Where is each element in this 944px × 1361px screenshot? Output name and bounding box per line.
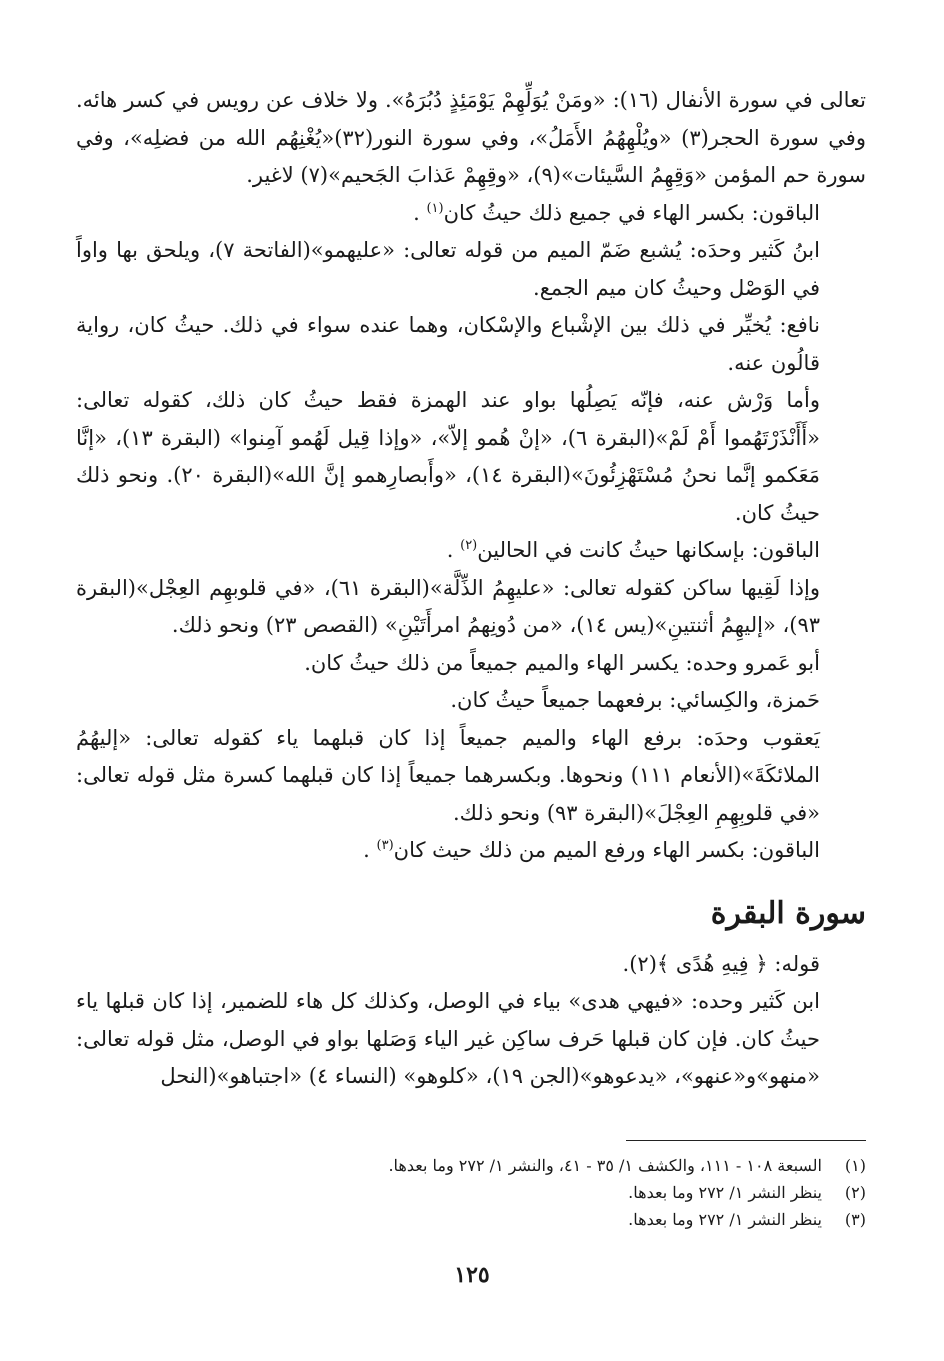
paragraph-1 [76, 82, 866, 195]
paragraph-text: نافع: يُخيِّر في ذلك بين الإشْباع والإسْكان، وهما عنده سواء في ذلك. حيثُ كان، رواية قالُون عنه. [76, 313, 820, 375]
paragraph-text: قوله: ﴿ فِيهِ هُدًى ﴾(٢). [622, 951, 820, 976]
paragraph-text: أبو عَمرو وحده: يكسر الهاء والميم جميعاً من ذلك حيثُ كان. [304, 650, 820, 675]
footnote-2 [76, 1179, 866, 1206]
paragraph-13 [76, 983, 866, 1096]
paragraph-5 [76, 382, 866, 532]
paragraph-text: حَمزة، والكِسائي: برفعهما جميعاً حيثُ كان. [450, 688, 820, 712]
paragraph-2 [76, 195, 866, 233]
paragraph-8 [76, 645, 866, 683]
footnote-1 [76, 1152, 866, 1179]
paragraph-6 [76, 532, 866, 570]
footnote-ref: (٣) [376, 838, 394, 853]
surah-heading: سورة البقرة [710, 895, 866, 931]
paragraph-text: تعالى في سورة الأنفال (١٦): «ومَنْ يُوَلِّهِمْ يَوْمَئِذٍ دُبُرَهُ». ولا خلاف عن رويس في كسر هائه. وفي سورة الحجر(٣) «ويُلْهِهُمُ الأَمَلُ»، وفي سورة النور(٣٢)«يُغْنِهُم الله من فضلِه»، وفي سورة حم المؤمن «وَقِهِمُ السَّيئات»(٩)، «وقِهِمْ عَذابَ الجَحيم»(٧) لاغير. [76, 88, 866, 187]
paragraph-9 [76, 682, 866, 720]
paragraph-11 [76, 832, 866, 870]
paragraph-text: وإذا لَقِيها ساكن كقوله تعالى: «عليهِمُ الذِّلَّة»(البقرة ٦١)، «في قلوبهِم العِجْل»(البقرة ٩٣)، «إليهِمُ أثنتينِ»(يس ١٤)، «من دُونِهمُ امرأَتَيْنِ» (القصص ٢٣) ونحو ذلك. [76, 575, 820, 637]
footnote-number: (٢) [844, 1183, 866, 1202]
page-number: ١٢٥ [454, 1262, 490, 1288]
paragraph-4 [76, 307, 866, 382]
paragraph-text: الباقون: بكسر الهاء في جميع ذلك حيثُ كان [443, 200, 820, 225]
paragraph-tail: . [413, 200, 427, 225]
paragraph-tail: . [363, 838, 377, 862]
footnote-number: (١) [844, 1156, 866, 1175]
footnote-text: ينظر النشر ١/ ٢٧٢ وما بعدها. [628, 1183, 822, 1202]
paragraph-3 [76, 232, 866, 307]
paragraph-text: يَعقوب وحدَه: برفع الهاء والميم جميعاً إذا كان قبلهما ياء كقوله تعالى: «إليهُمُ الملائكَةَ»(الأنعام ١١١) ونحوها. وبكسرهما جميعاً إذا كان قبلهما كسرة مثل قوله تعالى: «في قلوبِهِمِ العِجْلَ»(البقرة ٩٣) ونحو ذلك. [76, 725, 820, 825]
paragraph-text: ابن كَثير وحده: «فيهي هدى» بياء في الوصل، وكذلك كل هاء للضمير، إذا كان قبلها ياء حيثُ كان. فإن كان قبلها حَرف ساكِن غير الياء وَصَلها بواو في الوصل، مثل قوله تعالى: «منهو»و«عنهو»، «يدعوهو»(الجن ١٩)، «كلوهو» (النساء ٤) «اجتباهو»(النحل [76, 989, 820, 1088]
paragraph-tail: . [446, 538, 461, 562]
paragraph-text: الباقون: بإسكانها حيثُ كانت في الحالين [477, 538, 820, 562]
footnote-number: (٣) [844, 1210, 866, 1229]
main-text [76, 82, 866, 1096]
paragraph-text: ابنُ كَثير وحدَه: يُشبع ضَمّ الميم من قوله تعالى: «عليهمو»(الفاتحة ٧)، ويلحق بها واواً في الوَصْل وحيثُ كان ميم الجمع. [76, 238, 820, 300]
footnotes [76, 1152, 866, 1233]
footnote-ref: (١) [426, 200, 444, 216]
paragraph-12 [76, 946, 866, 984]
footnote-divider [626, 1140, 866, 1141]
paragraph-text: وأما وَرْش عنه، فإنّه يَصِلُها بواو عند الهمزة فقط حيثُ كان ذلك، كقوله تعالى: «أَأَنْذَرْتَهُموا أَمْ لَمْ»(البقرة ٦)، «إنْ هُمو إلاّ»، «وإذا قِيل لَهُمو آمِنوا» (البقرة ١٣)، «إنَّا مَعَكمو إنَّما نحنُ مُسْتَهْزِئُونَ»(البقرة ١٤)، «وأَبصارِهمو إنَّ الله»(البقرة ٢٠). ونحو ذلك حيثُ كان. [76, 388, 821, 525]
paragraph-text: الباقون: بكسر الهاء ورفع الميم من ذلك حيث كان [393, 838, 820, 862]
footnote-ref: (٢) [460, 538, 478, 553]
footnote-text: ينظر النشر ١/ ٢٧٢ وما بعدها. [628, 1210, 822, 1229]
footnote-text: السبعة ١٠٨ - ١١١، والكشف ١/ ٣٥ - ٤١، والنشر ١/ ٢٧٢ وما بعدها. [388, 1156, 822, 1175]
paragraph-10 [76, 720, 866, 833]
footnote-3 [76, 1206, 866, 1233]
paragraph-7 [76, 570, 866, 645]
